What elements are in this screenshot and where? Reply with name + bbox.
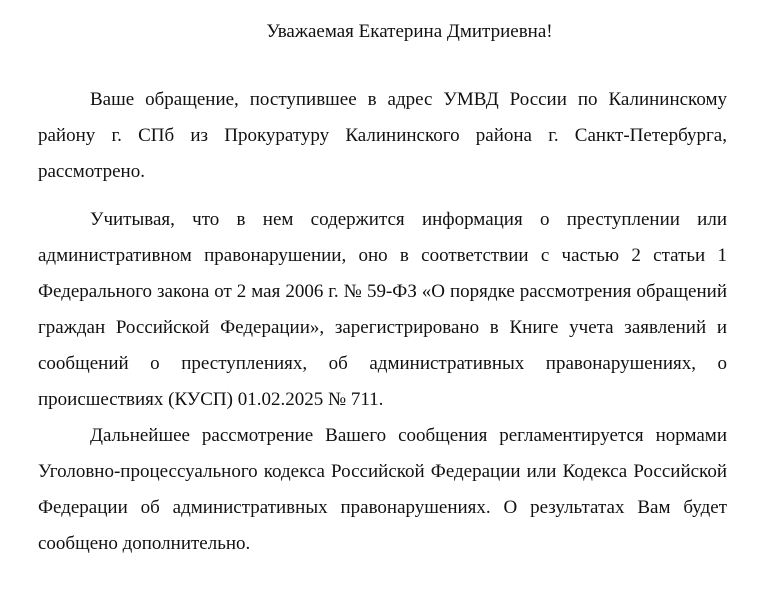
- salutation: Уважаемая Екатерина Дмитриевна!: [266, 21, 553, 42]
- paragraph-review-notice: Ваше обращение, поступившее в адрес УМВД России по Калининскому району г. СПб из Прокуратуру Калининского района г. Санкт-Петербурга, рассмотрено.: [38, 89, 727, 182]
- paragraph-further-review: Дальнейшее рассмотрение Вашего сообщения регламентируется нормами Уголовно-процессуального кодекса Российской Федерации или Кодекса Российской Федерации об административных правонарушениях. О результатах Вам будет сообщено дополнительно.: [38, 425, 727, 554]
- letter-body: [38, 14, 727, 562]
- paragraph-registration: Учитывая, что в нем содержится информация о преступлении или административном правонарушении, оно в соответствии с частью 2 статьи 1 Федерального закона от 2 мая 2006 г. № 59-ФЗ «О порядке рассмотрения обращений граждан Российской Федерации», зарегистрировано в Книге учета заявлений и сообщений о преступлениях, об административных правонарушениях, о происшествиях (КУСП) 01.02.2025 № 711.: [38, 209, 727, 410]
